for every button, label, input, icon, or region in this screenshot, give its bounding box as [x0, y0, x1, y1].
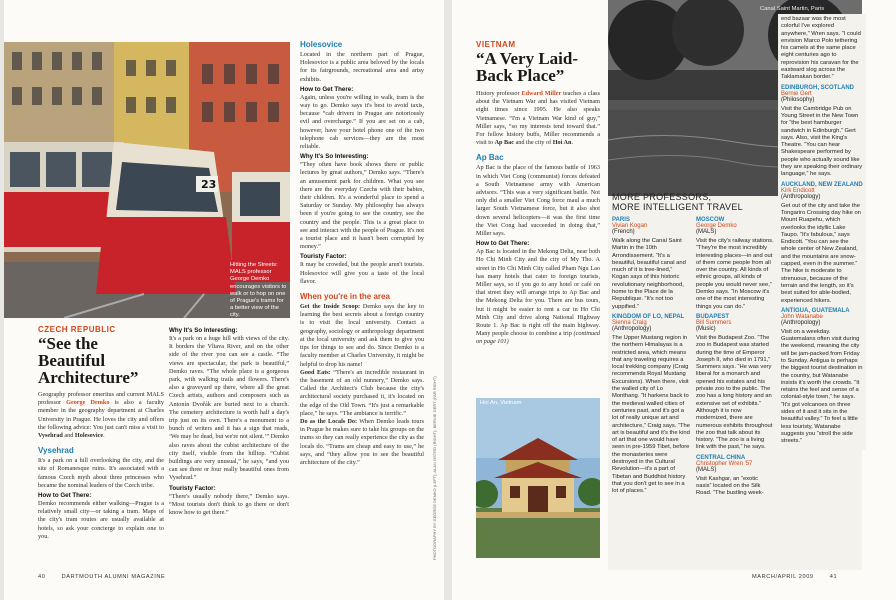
hoian-illustration — [476, 398, 600, 558]
prof-name-endicott: Kirk Endicott — [781, 187, 815, 194]
tram-number: 23 — [201, 178, 217, 191]
vietnam-kicker: VIETNAM — [476, 40, 516, 49]
city-edinburgh: EDINBURGH, SCOTLAND — [781, 84, 854, 91]
vietnam-intro — [476, 90, 600, 147]
hol-why-text: “They often have book shows there or public lectures by great authors,” Demko says. “There's an amusement park for children. What you see there are the everyday Czechs with their babies, their children. It's a wonderful place to spend a Saturday or Sunday. My philosophy has always been if you're going to see the country, see the country and the people. This is a great place to see and interact with the people of Prague. It's not a tourist place and it hasn't been corrupted by money.” — [300, 161, 424, 251]
vysehrad-text: It's a park on a hill overlooking the city, and the site of Romanesque ruins. It's associated with a famous Czech myth about three princesses who became the nominal leaders of the Czech tribe. — [38, 457, 164, 489]
intro-and: and — [62, 432, 75, 440]
hoian-caption: Hoi An, Vietnam — [480, 400, 522, 406]
photo-caption: Hitting the Streets: MALS professor George Demko encourages visitors to walk or to hop on one of Prague's trams for a better view of the city. — [230, 262, 287, 318]
hol-tourist-text: It may be crowded, but the people aren't tourists. Holesovice will give you a taste of the local flavor. — [300, 261, 424, 285]
sidebar-column-3 — [778, 14, 866, 450]
vn-professor-name: Edward Miller — [521, 90, 562, 97]
city-antigua: ANTIGUA, GUATEMALA — [781, 307, 850, 314]
prof-text-endicott: Get out of the city and take the Tongariro Crossing day hike on Mount Ruapehu, which overlooks the idyllic Lake Taupo. “It's fabulous,” says Endicott. “You can see the whole center of New Zealand, and the mountains are snow-capped, even in the summer.” The hike is moderate to strenuous, because of the terrain and the length, so it's best suited for able-bodied, experienced hikers. — [781, 202, 861, 304]
intro-holesovice: Holesovice — [74, 432, 104, 440]
holesovice-text: Located in the northern part of Prague, Holesovice is a public area beloved by the locals for its fairgrounds, recreational area and artsy exhibits. — [300, 51, 424, 83]
prof-dept-demko: (MALS) — [696, 229, 717, 235]
right-page — [452, 0, 896, 600]
apbac-continued: (continued on page 101) — [476, 330, 601, 346]
article-title: “See the Beautiful Architecture” — [38, 334, 139, 387]
left-page — [4, 0, 444, 600]
intro-text-b: is also a faculty member in the geography department at Charles University in Prague. He loves the city and offers the following advice: You just can't miss a visit to — [38, 399, 164, 431]
prof-dept-endicott: (Anthropology) — [781, 193, 821, 200]
sidebar-column-2 — [696, 214, 774, 500]
prof-text-gert: Visit the Cambridge Pub on Young Street in the New Town for “the best hamburger sandwich in Edinburgh,” Gert says. Also, visit the King's Theatre. “You can hear Shakespeare performed by people who actually sound like they are speaking their ordinary language,” he says. — [781, 105, 863, 178]
area-inside — [300, 303, 424, 369]
prof-text-summers: Visit the Budapest Zoo. “The zoo in Budapest was started during the time of Emperor Joseph II, who died in 1791,” Summers says. “He was very liberal for a monarch and opened his estates and his private zoo to the public. The zoo has a long history and an extensive set of exhibits.” Although it is now modernized, there are numerous exhibits throughout the zoo that talk about its history. “The zoo is a living link with the past,” he says. — [696, 334, 773, 451]
area-eats — [300, 369, 424, 418]
col2-why-text: It's a park on a huge hill with views of the city. It borders the Vltava River, and on the other side of the river you can see a castle. “The views are spectacular, the park is beautiful,” Demko raves. “The whole place is a gorgeous park, with walking trails and flowers. There's also a graveyard up there, where all the great Czech artists, authors and composers such as Antonín Dvořák are buried next to a church. The cemetery architecture is worth half a day's trip just on its own. There's a monument to a bunch of writers and it has a sign that reads, ‘We may be dead, but we're not silent.’” Demko also raves about the cubist architecture of the city itself, visible from the hilltop. “Cubist buildings are very unusual,” he says, “and you can see three or four really beautiful ones from Vysehrad.” — [169, 335, 289, 482]
prof-dept-craig: (Anthropology) — [612, 325, 652, 332]
apbac-how-label: How to Get There: — [476, 240, 530, 248]
vn-intro-b: teaches a class about the Vietnam War and has visited Vietnam eight times since 1995. He also speaks Vietnamese. “I'm a Vietnam War kind of guy,” Miller says, “so my interests tend toward that.” For fellow history buffs, Miller recommends a visit to — [476, 90, 601, 147]
prague-tram-photo — [4, 42, 290, 318]
left-column-2 — [169, 325, 289, 517]
col2-why-label: Why It's So Interesting: — [169, 327, 238, 334]
hol-how-text: Again, unless you're willing to walk, tram is the way to go. Demko says it's best to avoid taxis, because “cab drivers in Prague are notoriously evil and overcharge.” If you are set on a cab, however, have your hotel phone one of the two telephone cab services—they are the most reliable. — [300, 93, 424, 151]
country-kicker: CZECH REPUBLIC — [38, 325, 116, 334]
prof-name-wren: Christopher Wren '57 — [696, 460, 753, 467]
professor-name: George Demko — [66, 399, 110, 407]
vysehrad-how-text: Demko recommends either walking—Prague is a relatively small city—or taking a tram. Maps of the city's tram routes are usually available at hotels, so ask your concierge to explain one to you. — [38, 500, 164, 540]
vn-intro-hoian: Hoi An — [552, 139, 572, 147]
vn-intro-a: History professor — [476, 90, 522, 97]
prof-dept-summers: (Music) — [696, 325, 716, 332]
area-inside-label: Get the Inside Scoop: — [300, 303, 361, 311]
prof-text-craig: The Upper Mustang region in the northern Himalayas is a restricted area, which means that any traveling requires a local trekking company (Craig recommends Royal Mustang Excursions). When there, visit the walled city of Lo Monthang. “It harkens back to the medieval walled cities of centuries past, and it's got a lot of really unique art and architecture,” Craig says. “The art is beautiful and it's the kind of art that one would have seen in pre-1959 Tibet, before the monasteries were destroyed in the Cultural Revolution—it's a part of Tibetan and Buddhist history that you don't get to see in a lot of places.” — [612, 334, 690, 495]
prof-name-summers: Bill Summers — [696, 319, 732, 326]
sidebar-title-line2: MORE INTELLIGENT TRAVEL — [612, 202, 743, 212]
apbac-text: Ap Bac is the place of the famous battle of 1963 in which Viet Cong (communist) forces defeated a South Vietnamese army with American advisors. “This was a very significant battle. Not only did a smaller Viet Cong force maul a much larger South Vietnamese force, but it also shot down several helicopters—it was the first time the Viet Cong had succeeded in doing that,” Miller says. — [476, 164, 600, 238]
right-column-1 — [476, 40, 600, 347]
area-eats-text: “There's an incredible restaurant in the basement of an old nunnery,” Demko says. Called the Architect's Club because the city's architectural society purchased it, it's located on the edge of the Old Town. “It's just a remarkable place,” he says. “The ambiance is terrific.” — [300, 368, 424, 417]
vn-intro-end: . — [571, 139, 573, 147]
prof-text-kogan: Walk along the Canal Saint Martin in the 10th Arrondissement. “It's a beautiful, beautiful canal and much of it is tree-lined,” Kogan says of this historic revolutionary neighborhood, home to the Place de la Republique. “It's not too yuppified.” — [612, 238, 686, 310]
prof-name-demko: George Demko — [696, 223, 737, 229]
photo-credit: PHOTOGRAPHY BY GEORGE DEMKO (LEFT); ALAN OSTRO (RIGHT); BERNIE GERT (FAR RIGHT) — [432, 376, 437, 560]
paris-caption: Canal Saint Martin, Paris — [760, 6, 825, 12]
col2-tourist-label: Touristy Factor: — [169, 484, 216, 492]
apbac-how-body: Ap Bac is located in the Mekong Delta, near both Ho Chi Minh City and the city of My Tho. A street in Ho Chi Minh City called Pham Ngu Lao has many hotels that cater to foreign tourists, Miller says, so if you go to any hotel or café on that street they will arrange trips to Ap Bac and the Mekong Delta for you. There are bus tours, but it might be easier to rent a car in Ho Chi Minh City and drive along National Highway Route 1. Ap Bac is right off the main highway. Many people choose to combine a trip — [476, 248, 600, 338]
sidebar-title-line1: MORE PROFESSORS, — [612, 192, 712, 202]
city-budapest: BUDAPEST — [696, 313, 730, 320]
area-inside-text: Demko says the key to learning the best secrets about a foreign country is to visit the local university. Contact a geography, sociology or anthropology department at the local university and ask them to give you tips for things to see and do. Since Demko is a faculty member at Charles University, it might be helpful to drop his name! — [300, 303, 424, 368]
intro-end: . — [103, 432, 105, 440]
area-eats-label: Good Eats: — [300, 368, 331, 376]
vn-intro-apbac: Ap Bac — [494, 139, 515, 147]
hol-tourist-label: Touristy Factor: — [300, 253, 347, 261]
prof-name-kogan: Vivian Kogan — [612, 223, 648, 229]
area-locals-label: Do as the Locals Do: — [300, 417, 358, 425]
prof-text-wren: Visit Kashgar, an “exotic oasis” located on the Silk Road. “The bustling week- — [696, 475, 764, 497]
hol-why-label: Why It's So Interesting: — [300, 153, 369, 161]
left-column-1 — [38, 325, 164, 541]
magazine-name: DARTMOUTH ALUMNI MAGAZINE — [61, 574, 166, 580]
prof-text-demko: Visit the city's railway stations. “They're the most incredibly interesting places—in and out of them come people from all over the country. All kinds of ethnic groups, all kinds of people you would never see,” Demko says. “In Moscow it's one of the most interesting things you can do.” — [696, 238, 774, 310]
prof-dept-kogan: (French) — [612, 229, 635, 235]
vietnam-title: “A Very Laid-Back Place” — [476, 49, 579, 85]
city-moscow: MOSCOW — [696, 217, 725, 223]
intro-paragraph — [38, 391, 164, 440]
left-page-number: 40 — [38, 574, 46, 580]
prof-name-gert: Bernie Gert — [781, 90, 812, 97]
area-locals-text: When Demko leads tours in Prague he makes sure to take his groups on the trams so they can really experience the city as the locals do. “Trams are cheap and easy to use,” he says, and “they allow you to see the beautiful architecture of the city.” — [300, 417, 424, 466]
area-heading: When you're in the area — [300, 292, 390, 302]
intro-vysehrad: Vysehrad — [38, 432, 63, 440]
hoian-photo — [476, 398, 600, 558]
prof-text-wren-cont: end bazaar was the most colorful I've explored anywhere,” Wren says. “I could envision Marco Polo tethering his camels at the same place eight centuries ago to reprovision his caravan for the eastward slog across the Taklamakan border.” — [781, 16, 861, 81]
city-auckland: AUCKLAND, NEW ZEALAND — [781, 181, 863, 188]
col2-tourist-text: “There's usually nobody there,” Demko says. “Most tourists don't think to go there or don't know how to get there.” — [169, 492, 289, 517]
vysehrad-heading: Vysehrad — [38, 446, 74, 456]
sidebar-title — [612, 192, 772, 212]
prof-text-watanabe: Visit on a weekday. Guatemalans often visit during the weekend, meaning the city will be jam-packed from Friday to Sunday. Antigua is perhaps the biggest tourist destination in the country, but Watanabe insists it's worth the crowds. “It retains the feel and sense of a colonial-style town,” he says. “It's got volcanoes on three sides of it and it sits in the beautiful valley.” To feel a little less touristy, Watanabe suggests you “stroll the side streets.” — [781, 328, 863, 445]
prof-dept-watanabe: (Anthropology) — [781, 319, 821, 326]
vn-intro-and: and the city of — [514, 139, 553, 147]
prof-name-craig: Sienna Craig — [612, 319, 647, 326]
intro-text-a: Geography professor emeritus and current MALS professor — [38, 391, 164, 407]
prof-dept-gert: (Philosophy) — [781, 96, 815, 103]
apbac-heading: Ap Bac — [476, 153, 504, 163]
right-footer — [752, 574, 837, 580]
apbac-how-text — [476, 248, 600, 346]
area-locals — [300, 418, 424, 467]
right-page-number: 41 — [829, 574, 838, 580]
holesovice-heading: Holesovice — [300, 40, 343, 49]
left-column-3 — [300, 40, 424, 467]
sidebar-column-1 — [612, 214, 690, 498]
city-lo-nepal: KINGDOM OF LO, NEPAL — [612, 313, 685, 320]
vysehrad-how-label: How to Get There: — [38, 492, 92, 500]
city-paris: PARIS — [612, 217, 630, 223]
prof-dept-wren: (MALS) — [696, 466, 717, 473]
issue-date: MARCH/APRIL 2009 — [752, 574, 814, 580]
prof-name-watanabe: John Watanabe — [781, 313, 823, 320]
city-central-china: CENTRAL CHINA — [696, 454, 746, 461]
left-footer — [38, 574, 165, 580]
hol-how-label: How to Get There: — [300, 85, 354, 93]
